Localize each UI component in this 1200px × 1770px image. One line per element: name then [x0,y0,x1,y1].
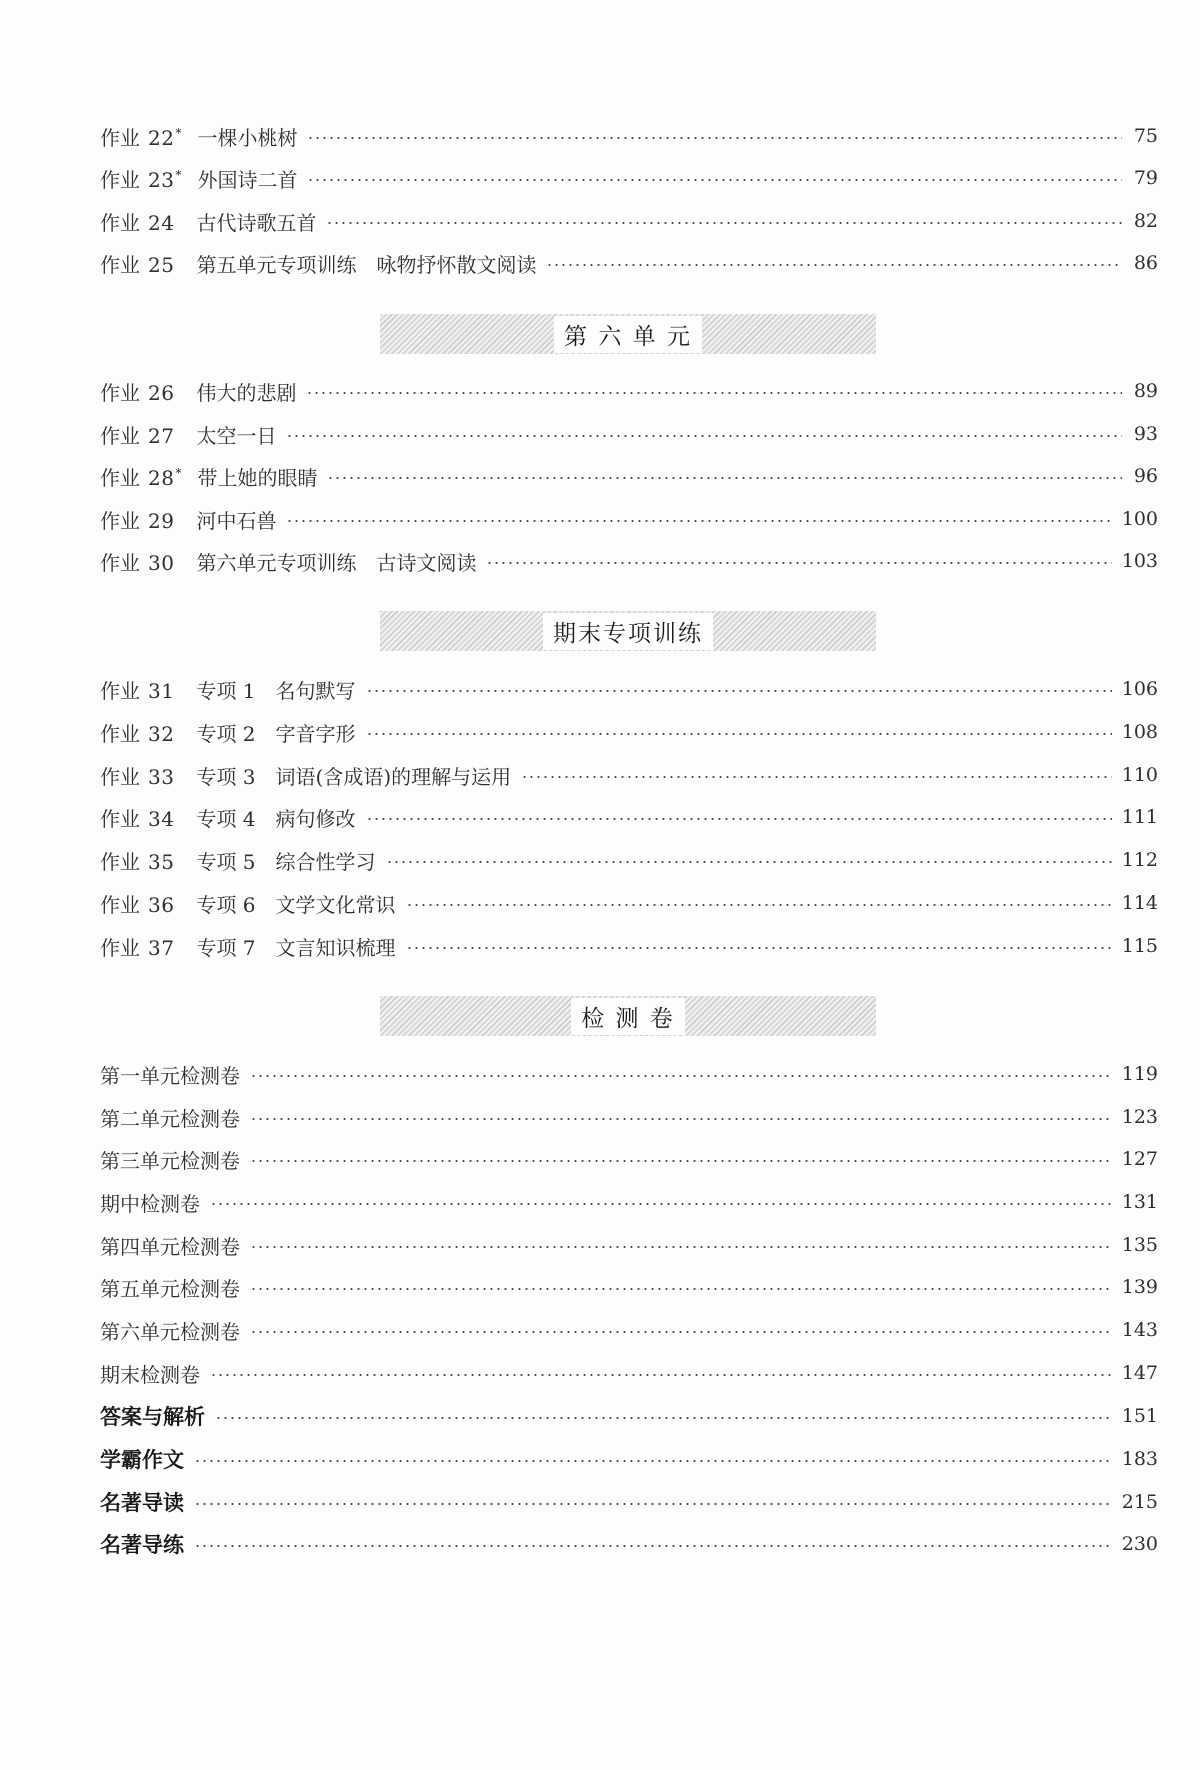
leader-dots [286,435,1122,437]
entry-title: 外国诗二首 [197,167,298,192]
entry-mark: * [175,167,182,182]
entry-number: 34 [148,806,175,831]
entry-label: 作业 [100,125,140,150]
entry-title: 专项 3 词语(含成语)的理解与运用 [196,764,512,789]
appendix-entry[interactable] [100,1526,1158,1562]
entry-title: 第二单元检测卷 [100,1106,240,1131]
entry-mark: * [175,125,182,140]
entry-title: 第一单元检测卷 [100,1063,240,1088]
entry-page: 75 [1133,125,1158,147]
leader-dots [250,1288,1112,1290]
leader-dots [307,137,1122,139]
entry-label: 作业 [100,252,140,277]
toc-entry[interactable] [100,671,1158,707]
entry-page: 151 [1121,1405,1158,1427]
entry-title: 答案与解析 [100,1404,205,1429]
toc-entry[interactable] [100,458,1158,494]
entry-title: 第六单元专项训练 古诗文阅读 [196,550,477,575]
entry-title: 第三单元检测卷 [100,1148,240,1173]
entry-title: 专项 2 字音字形 [196,721,356,746]
entry-page: 119 [1121,1063,1158,1085]
leader-dots [306,392,1122,394]
leader-dots [326,222,1122,224]
entry-page: 183 [1121,1448,1158,1470]
leader-dots [546,264,1122,266]
entry-page: 86 [1133,252,1158,274]
entry-page: 147 [1121,1362,1158,1384]
toc-entry[interactable] [100,245,1158,281]
entry-page: 127 [1121,1148,1158,1170]
entry-page: 100 [1121,508,1158,530]
entry-page: 93 [1133,423,1158,445]
toc-entry[interactable] [100,885,1158,921]
entry-label: 作业 [100,550,140,575]
entry-page: 79 [1133,167,1158,189]
entry-title: 一棵小桃树 [197,125,298,150]
entry-title: 专项 1 名句默写 [196,678,356,703]
entry-title: 伟大的悲剧 [196,380,297,405]
leader-dots [250,1075,1112,1077]
section-title: 期末专项训练 [543,613,713,650]
toc-entry[interactable] [100,1355,1158,1391]
leader-dots [286,520,1111,522]
appendix-entry[interactable] [100,1441,1158,1477]
appendix-entry[interactable] [100,1484,1158,1520]
section-heading-unit-6 [380,314,876,354]
entry-number: 36 [148,892,175,917]
leader-dots [250,1118,1112,1120]
toc-entry[interactable] [100,842,1158,878]
entry-title: 古代诗歌五首 [196,210,317,235]
entry-page: 139 [1121,1276,1158,1298]
entry-title: 名著导练 [100,1532,184,1557]
leader-dots [307,179,1122,181]
toc-entry[interactable] [100,1056,1158,1092]
toc-entry[interactable] [100,928,1158,964]
entry-title: 专项 6 文学文化常识 [196,892,396,917]
toc-entry[interactable] [100,203,1158,239]
leader-dots [366,690,1112,692]
entry-label: 作业 [100,892,140,917]
leader-dots [194,1460,1112,1462]
leader-dots [210,1203,1112,1205]
leader-dots [486,562,1111,564]
entry-number: 32 [148,721,175,746]
leader-dots [327,477,1122,479]
leader-dots [250,1246,1112,1248]
toc-entry[interactable] [100,1227,1158,1263]
toc-entry[interactable] [100,160,1158,196]
leader-dots [521,776,1112,778]
entry-title: 带上她的眼睛 [197,465,318,490]
entry-number: 26 [148,380,175,405]
entry-page: 96 [1133,465,1158,487]
entry-label: 作业 [100,465,140,490]
entry-mark: * [175,465,182,480]
leader-dots [194,1503,1112,1505]
entry-number: 35 [148,849,175,874]
toc-entry[interactable] [100,757,1158,793]
entry-page: 103 [1121,550,1158,572]
section-heading-final-training [380,611,876,651]
entry-page: 230 [1121,1533,1158,1555]
entry-number: 37 [148,935,175,960]
leader-dots [386,861,1112,863]
entry-page: 106 [1121,678,1158,700]
leader-dots [215,1417,1112,1419]
leader-dots [406,947,1112,949]
entry-label: 作业 [100,508,140,533]
entry-page: 115 [1121,935,1158,957]
entry-label: 作业 [100,764,140,789]
entry-title: 名著导读 [100,1490,184,1515]
entry-page: 112 [1121,849,1158,871]
toc-entry[interactable] [100,799,1158,835]
entry-title: 第五单元专项训练 咏物抒怀散文阅读 [196,252,537,277]
entry-title: 专项 4 病句修改 [196,806,356,831]
entry-page: 135 [1121,1234,1158,1256]
entry-label: 作业 [100,380,140,405]
entry-number: 23 [148,167,175,192]
entry-title: 专项 7 文言知识梳理 [196,935,396,960]
entry-title: 太空一日 [196,423,277,448]
section-title: 第 六 单 元 [554,316,702,353]
entry-number: 27 [148,423,175,448]
entry-page: 131 [1121,1191,1158,1213]
entry-label: 作业 [100,423,140,448]
toc-entry[interactable] [100,714,1158,750]
leader-dots [250,1160,1112,1162]
toc-entry[interactable] [100,416,1158,452]
toc-entry[interactable] [100,1099,1158,1135]
toc-entry[interactable] [100,543,1158,579]
toc-entry[interactable] [100,1312,1158,1348]
entry-label: 作业 [100,806,140,831]
entry-page: 111 [1121,806,1158,828]
toc-entry[interactable] [100,118,1158,154]
entry-label: 作业 [100,678,140,703]
entry-title: 河中石兽 [196,508,277,533]
section-title: 检 测 卷 [571,998,685,1035]
toc-entry[interactable] [100,373,1158,409]
entry-page: 110 [1121,764,1158,786]
leader-dots [250,1331,1112,1333]
entry-title: 学霸作文 [100,1447,184,1472]
toc-entry[interactable] [100,1269,1158,1305]
entry-number: 22 [148,125,175,150]
leader-dots [366,733,1112,735]
entry-label: 作业 [100,167,140,192]
entry-title: 专项 5 综合性学习 [196,849,376,874]
toc-entry[interactable] [100,1141,1158,1177]
entry-page: 82 [1133,210,1158,232]
entry-page: 114 [1121,892,1158,914]
leader-dots [210,1374,1112,1376]
entry-number: 31 [148,678,175,703]
entry-page: 123 [1121,1106,1158,1128]
entry-label: 作业 [100,935,140,960]
entry-title: 第四单元检测卷 [100,1234,240,1259]
entry-page: 143 [1121,1319,1158,1341]
entry-label: 作业 [100,721,140,746]
toc-entry[interactable] [100,501,1158,537]
toc-entry[interactable] [100,1184,1158,1220]
entry-title: 第六单元检测卷 [100,1319,240,1344]
section-heading-tests [380,996,876,1036]
entry-title: 期末检测卷 [100,1362,200,1387]
entry-number: 28 [148,465,175,490]
appendix-entry[interactable] [100,1398,1158,1434]
entry-page: 89 [1133,380,1158,402]
leader-dots [194,1545,1112,1547]
entry-number: 29 [148,508,175,533]
entry-number: 33 [148,764,175,789]
leader-dots [406,904,1112,906]
entry-title: 期中检测卷 [100,1191,200,1216]
entry-page: 215 [1121,1491,1158,1513]
entry-label: 作业 [100,849,140,874]
entry-title: 第五单元检测卷 [100,1276,240,1301]
entry-label: 作业 [100,210,140,235]
entry-number: 30 [148,550,175,575]
entry-number: 25 [148,252,175,277]
leader-dots [366,818,1112,820]
entry-number: 24 [148,210,175,235]
entry-page: 108 [1121,721,1158,743]
